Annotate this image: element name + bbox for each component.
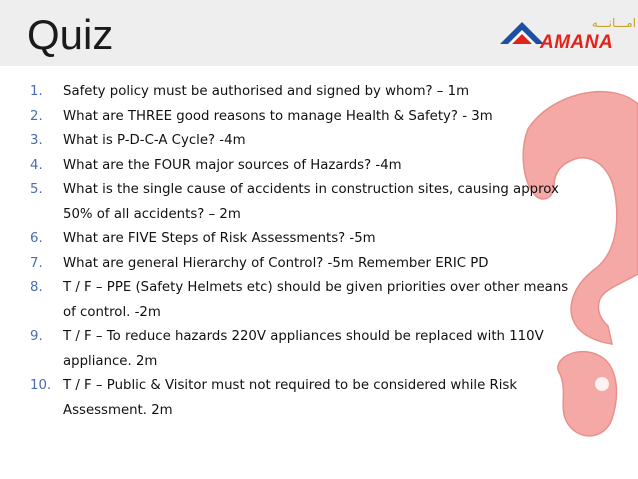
- quiz-question-list: [30, 80, 570, 423]
- question-number: 1.: [30, 84, 43, 99]
- quiz-question-6: [30, 227, 570, 252]
- amana-logo-icon: [498, 14, 544, 56]
- question-text: T / F – Public & Visitor must not required to be considered while Risk Assessment. 2m: [63, 378, 518, 418]
- question-number: 10.: [30, 378, 52, 393]
- question-number: 8.: [30, 280, 43, 295]
- slide-title: Quiz: [27, 11, 114, 58]
- quiz-question-3: [30, 129, 570, 154]
- question-text: What is the single cause of accidents in construction sites, causing approx 50% of all accidents? – 2m: [63, 182, 559, 222]
- question-number: 7.: [30, 255, 43, 271]
- question-text: T / F – PPE (Safety Helmets etc) should be given priorities over other means of control. -2m: [63, 280, 569, 320]
- quiz-question-7: [30, 252, 570, 277]
- quiz-question-4: [30, 154, 570, 179]
- question-number: 4.: [30, 157, 43, 173]
- logo-arabic-text: امـــانـــه: [591, 16, 636, 30]
- question-number: 3.: [30, 133, 43, 148]
- quiz-question-5: [30, 178, 570, 227]
- question-text: What is P-D-C-A Cycle? -4m: [63, 133, 246, 148]
- amana-logo: [498, 14, 636, 56]
- question-number: 6.: [30, 231, 43, 246]
- question-text: What are general Hierarchy of Control? -5m Remember ERIC PD: [63, 255, 489, 271]
- quiz-question-10: [30, 374, 570, 423]
- question-text: Safety policy must be authorised and signed by whom? – 1m: [63, 84, 470, 99]
- question-number: 9.: [30, 329, 43, 344]
- question-text: What are the FOUR major sources of Hazards? -4m: [63, 157, 402, 173]
- question-text: T / F – To reduce hazards 220V appliances should be replaced with 110V appliance. 2m: [63, 329, 544, 369]
- quiz-question-9: [30, 325, 570, 374]
- question-text: What are THREE good reasons to manage Health & Safety? - 3m: [63, 108, 493, 124]
- question-number: 2.: [30, 108, 43, 124]
- quiz-question-8: [30, 276, 570, 325]
- question-number: 5.: [30, 182, 43, 197]
- quiz-question-2: [30, 105, 570, 130]
- question-text: What are FIVE Steps of Risk Assessments? -5m: [63, 231, 376, 246]
- quiz-question-1: [30, 80, 570, 105]
- logo-name: AMANA: [540, 32, 614, 53]
- slide-header: [0, 0, 638, 66]
